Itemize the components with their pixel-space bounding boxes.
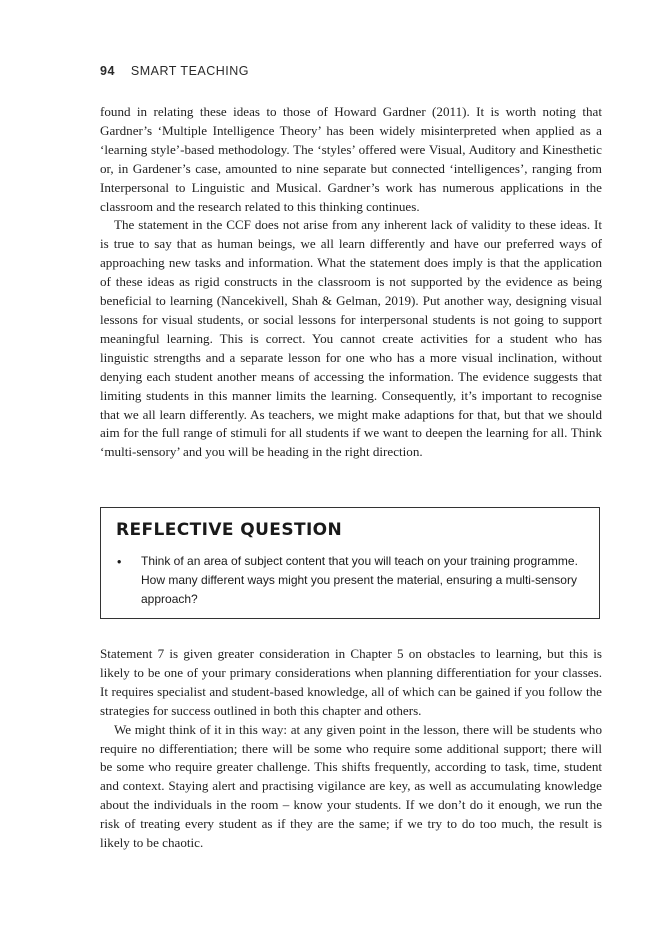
page-number: 94 [100, 64, 115, 78]
paragraph: The statement in the CCF does not arise from any inherent lack of validity to these ideas. It is true to say that as human beings, we all learn differently and have our preferred ways of approaching new tasks and information. What the statement does imply is that the application of these ideas as rigid constructs in the classroom is not supported by the evidence as being beneficial to learning (Nancekivell, Shah & Gelman, 2019). Put another way, designing visual lessons for visual students, or social lessons for interpersonal students is not going to support meaningful learning. This is correct. You cannot create activities for a student who has linguistic strengths and a separate lesson for one who has a more visual inclination, without denying each student another means of accessing the information. The evidence suggests that limiting students in this manner limits the learning. Consequently, it’s important to recognise that we all learn differently. As teachers, we might make adaptions for that, but that we should aim for the full range of stimuli for all students if we want to deepen the learning for all. Think ‘multi-sensory’ and you will be heading in the right direction. [100, 217, 602, 460]
paragraph: We might think of it in this way: at any given point in the lesson, there will be students who require no differentiation; there will be some who require some additional support; there will be some who require greater challenge. This shifts frequently, according to task, time, student and context. Staying alert and practising vigilance are key, as well as accumulating knowledge about the individuals in the room – know your students. If we don’t do it enough, we run the risk of treating every student as if they are the same; if we try to do too much, the result is likely to be chaotic. [100, 721, 602, 851]
running-header [100, 64, 249, 78]
text-block-lower [100, 645, 602, 853]
running-title: SMART TEACHING [130, 64, 250, 78]
paragraph: Statement 7 is given greater consideration in Chapter 5 on obstacles to learning, but this is likely to be one of your primary considerations when planning differentiation for your classes. It requires specialist and student-based knowledge, all of which can be gained if you follow the strategies for success outlined in both this chapter and others. [100, 646, 602, 718]
reflective-question-item: Think of an area of subject content that you will teach on your training programme. How many different ways might you present the material, ensuring a multi-sensory approach? [141, 554, 578, 606]
paragraph: found in relating these ideas to those of Howard Gardner (2011). It is worth noting that Gardner’s ‘Multiple Intelligence Theory’ has been widely misinterpreted when applied as a ‘learning style’-based methodology. The ‘styles’ offered were Visual, Auditory and Kinesthetic or, in Gardener’s case, amounted to nine separate but connected ‘intelligences’, ranging from Interpersonal to Linguistic and Musical. Gardner’s work has numerous applications in the classroom and the research related to this thinking continues. [100, 104, 602, 214]
text-block-upper [100, 103, 602, 462]
reflective-question-title: REFLECTIVE QUESTION [116, 520, 343, 540]
bullet-icon: • [117, 555, 122, 569]
reflective-question-box [100, 507, 600, 619]
